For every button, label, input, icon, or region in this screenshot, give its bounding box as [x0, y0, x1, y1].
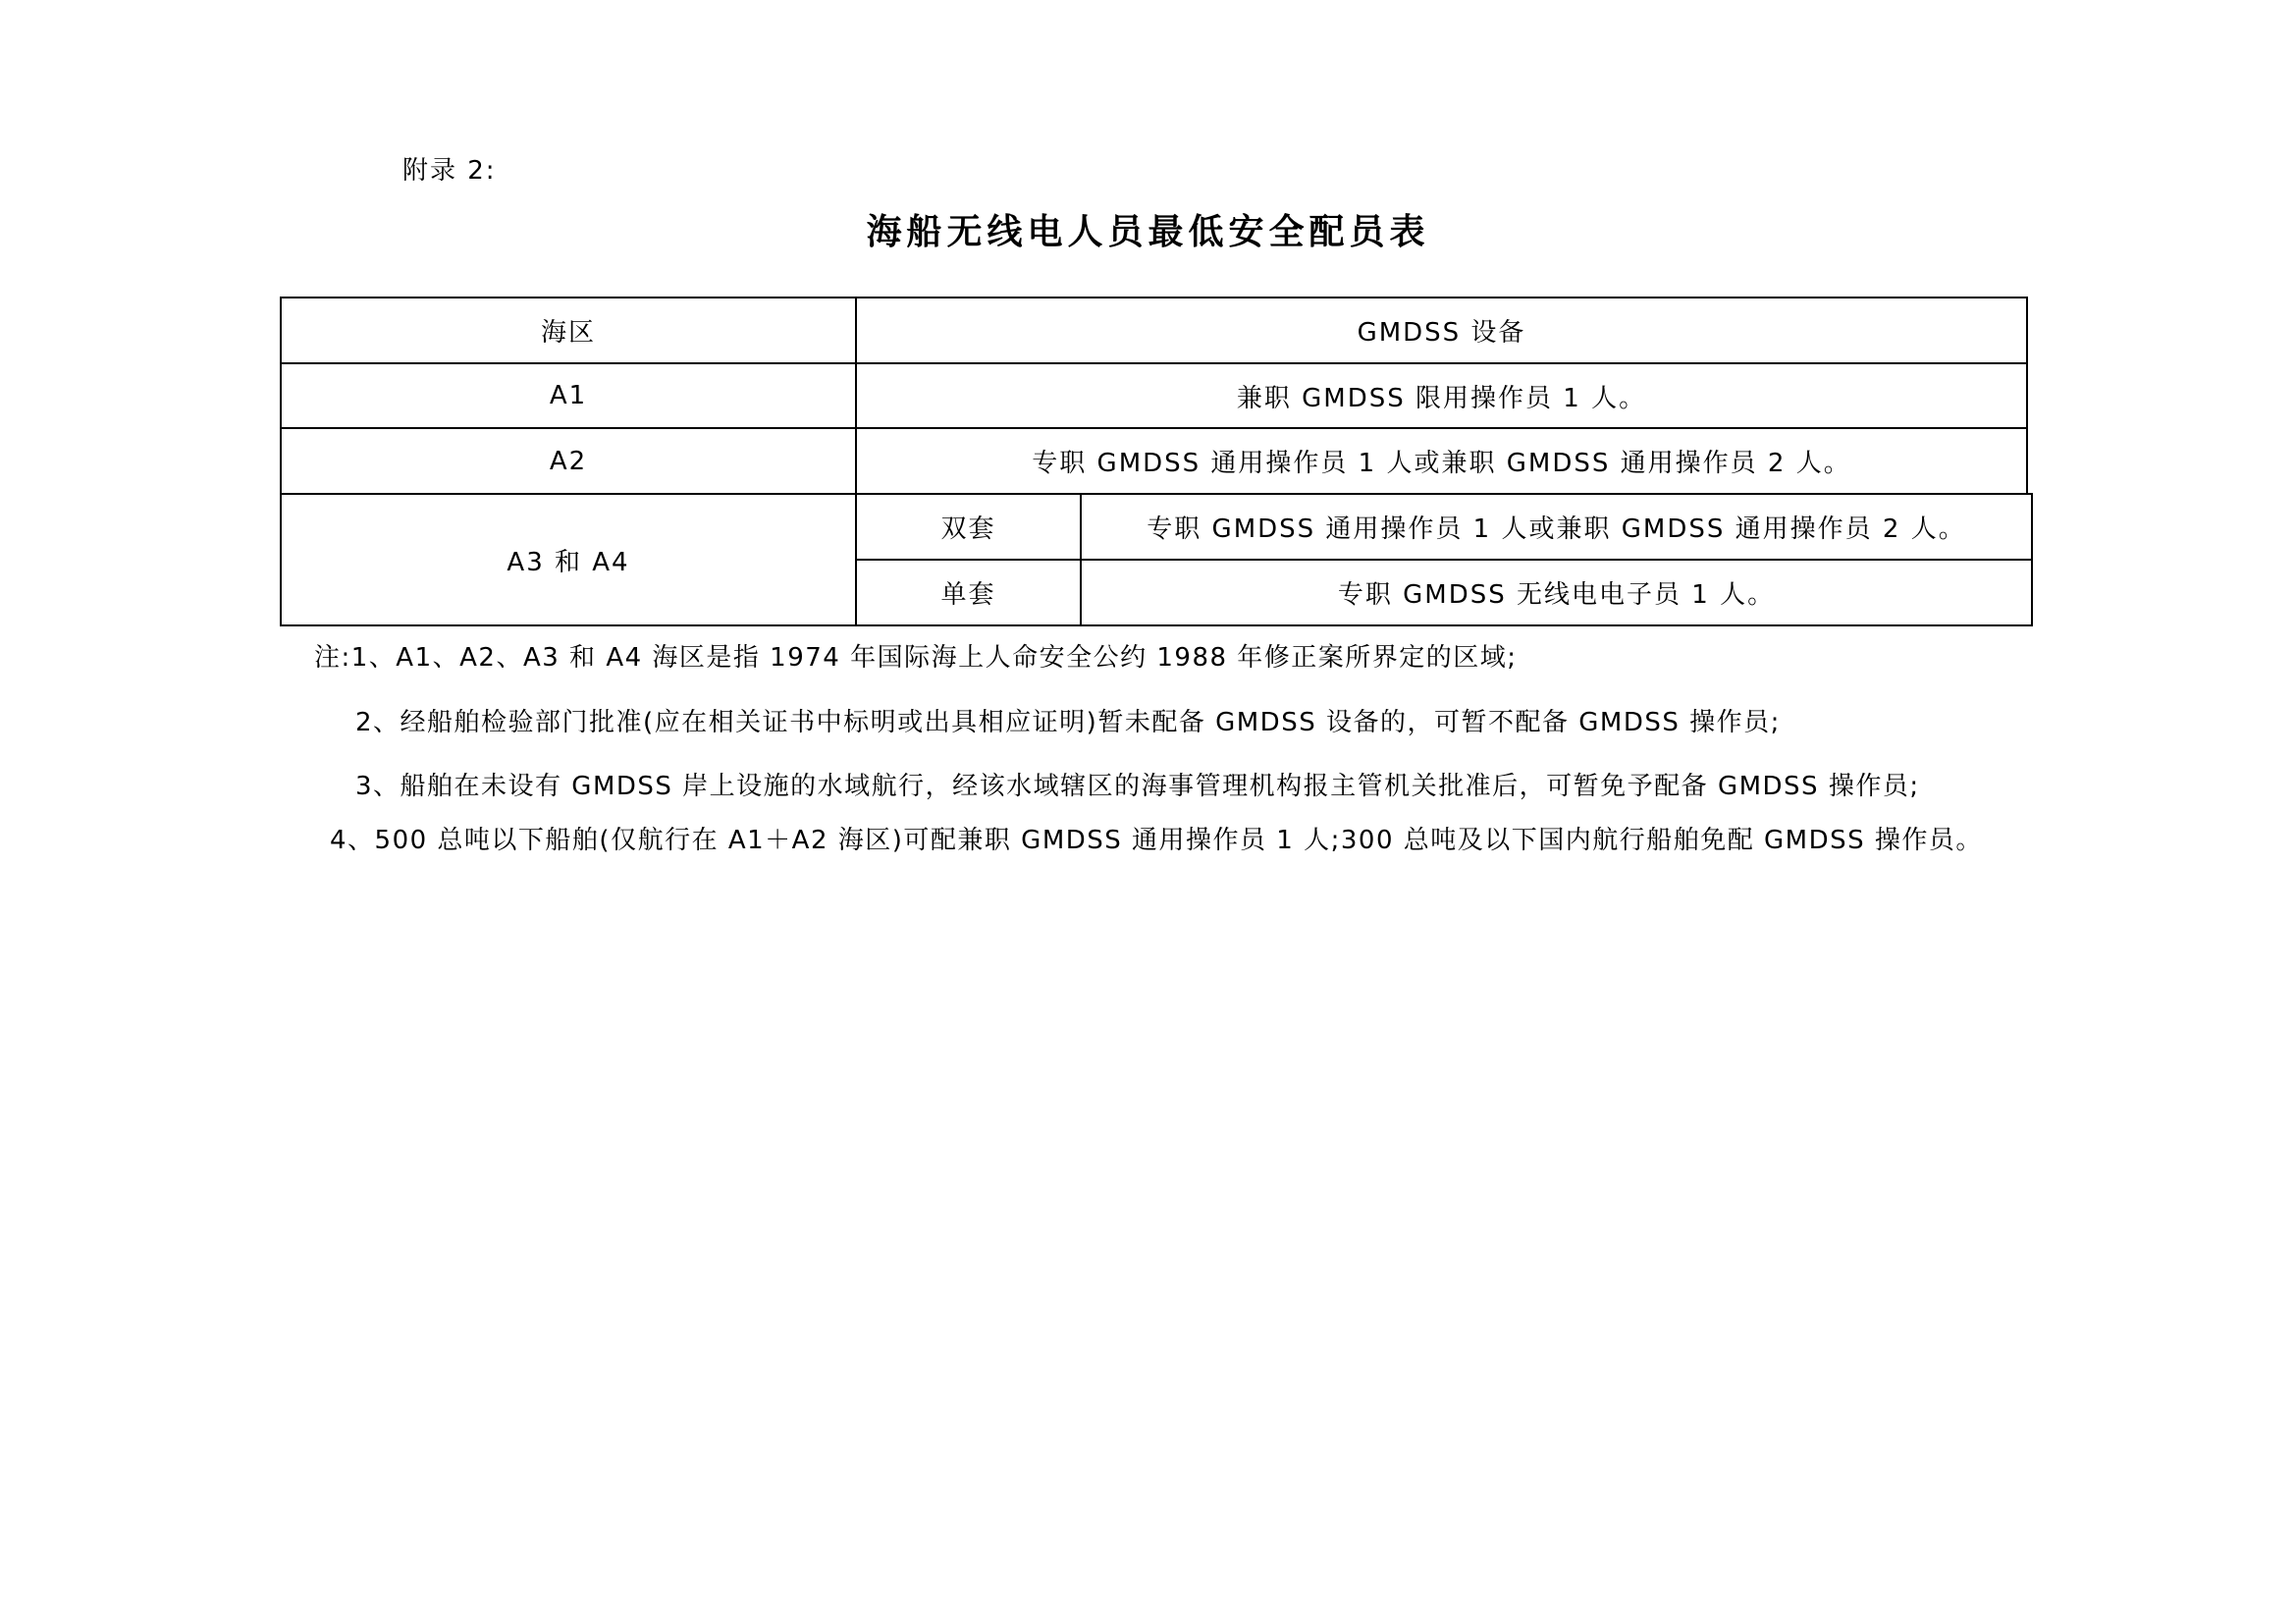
- note-3: 3、船舶在未设有 GMDSS 岸上设施的水域航行，经该水域辖区的海事管理机构报主管机关批准后，可暂免予配备 GMDSS 操作员;: [355, 772, 1920, 801]
- table-cell-requirement-a2: 专职 GMDSS 通用操作员 1 人或兼职 GMDSS 通用操作员 2 人。: [855, 427, 2028, 495]
- table-cell-single-set-label: 单套: [855, 559, 1082, 626]
- table-cell-area-a3-a4: A3 和 A4: [280, 493, 857, 626]
- note-4: 4、500 总吨以下船舶(仅航行在 A1＋A2 海区)可配兼职 GMDSS 通用操作员 1 人;300 总吨及以下国内航行船舶免配 GMDSS 操作员。: [330, 826, 1983, 855]
- table-cell-area-a2: A2: [280, 427, 857, 495]
- table-cell-area-a1: A1: [280, 362, 857, 429]
- table-header-gmdss-equipment: GMDSS 设备: [855, 297, 2028, 364]
- note-2: 2、经船舶检验部门批准(应在相关证书中标明或出具相应证明)暂未配备 GMDSS 设备的，可暂不配备 GMDSS 操作员;: [355, 708, 1781, 737]
- document-title: 海船无线电人员最低安全配员表: [866, 212, 1430, 252]
- table-header-sea-area: 海区: [280, 297, 857, 364]
- table-cell-requirement-a1: 兼职 GMDSS 限用操作员 1 人。: [855, 362, 2028, 429]
- table-cell-dual-set-label: 双套: [855, 493, 1082, 561]
- table-cell-dual-set-requirement: 专职 GMDSS 通用操作员 1 人或兼职 GMDSS 通用操作员 2 人。: [1080, 493, 2033, 561]
- note-1: 注:1、A1、A2、A3 和 A4 海区是指 1974 年国际海上人命安全公约 1988 年修正案所界定的区域;: [314, 643, 1518, 673]
- table-cell-single-set-requirement: 专职 GMDSS 无线电电子员 1 人。: [1080, 559, 2033, 626]
- appendix-label: 附录 2:: [402, 156, 497, 186]
